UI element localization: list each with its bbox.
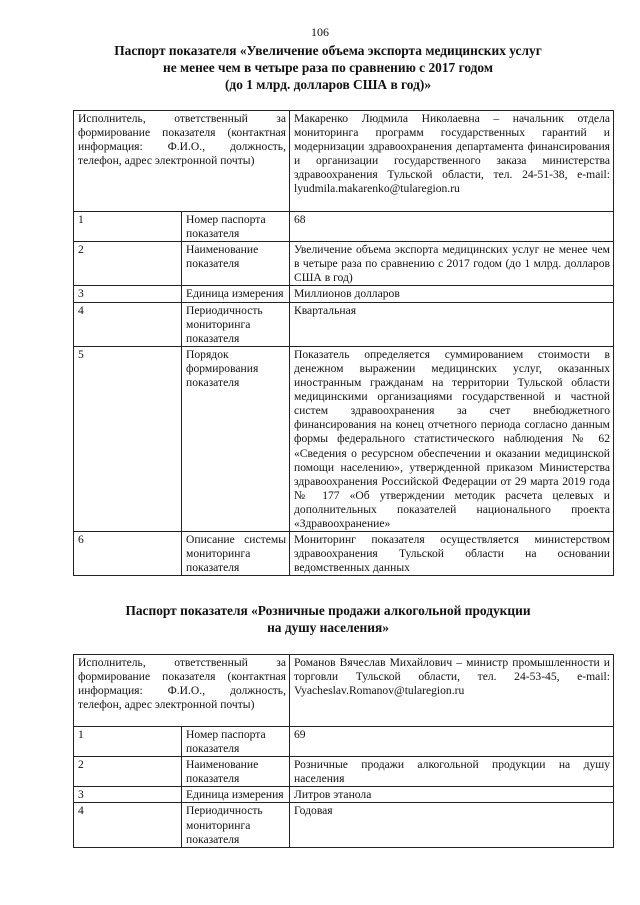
page-number: 106: [311, 25, 329, 39]
passport-title: [68, 42, 588, 93]
table-row: [74, 727, 614, 757]
table-row: [74, 532, 614, 576]
row-label: Номер паспорта показателя: [182, 212, 290, 242]
row-value: Литров этанола: [290, 787, 614, 803]
row-label: Номер паспорта показателя: [182, 727, 290, 757]
row-number: 2: [74, 242, 182, 286]
passport-table: [73, 654, 614, 848]
row-value: Показатель определяется суммированием стоимости в денежном выражении медицинских услуг, оказанных иностранным гражданам на территории Тульской области медицинскими организациями государственной и частной систем здравоохранения за счет внебюджетного финансирования на конец отчетного периода согласно данным формы федерального статистического наблюдения № 62 «Сведения о ресурсном обеспечении и оказании медицинской помощи населению», утвержденной приказом Министерства здравоохранения Российской Федерации от 29 марта 2019 года № 177 «Об утверждении методик расчета целевых и дополнительных показателей национального проекта «Здравоохранение»: [290, 346, 614, 531]
title-line: Паспорт показателя «Увеличение объема экспорта медицинских услуг: [114, 43, 542, 58]
row-label: Наименование показателя: [182, 242, 290, 286]
passport-table: [73, 110, 614, 576]
row-label: Описание системы мониторинга показателя: [182, 532, 290, 576]
row-value: Квартальная: [290, 302, 614, 346]
table-row: [74, 302, 614, 346]
row-number: 4: [74, 302, 182, 346]
row-label: Периодичность мониторинга показателя: [182, 302, 290, 346]
executor-value: Романов Вячеслав Михайлович – министр промышленности и торговли Тульской области, тел. 24-53-45, e-mail: Vyacheslav.Romanov@tularegion.ru: [290, 655, 614, 727]
row-value: Мониторинг показателя осуществляется министерством здравоохранения Тульской области на основании ведомственных данных: [290, 532, 614, 576]
executor-label: Исполнитель, ответственный за формирование показателя (контактная информация: Ф.И.О., должность, телефон, адрес электронной почты): [74, 655, 290, 727]
row-label: Порядок формирования показателя: [182, 346, 290, 531]
row-number: 3: [74, 787, 182, 803]
table-row: [74, 803, 614, 847]
row-value: 68: [290, 212, 614, 242]
row-label: Периодичность мониторинга показателя: [182, 803, 290, 847]
table-row: [74, 212, 614, 242]
row-value: Годовая: [290, 803, 614, 847]
passport-title: [68, 602, 588, 636]
title-line: на душу населения»: [267, 620, 389, 635]
executor-label: Исполнитель, ответственный за формирование показателя (контактная информация: Ф.И.О., должность, телефон, адрес электронной почты): [74, 111, 290, 212]
row-number: 5: [74, 346, 182, 531]
row-number: 3: [74, 286, 182, 302]
row-label: Единица измерения: [182, 787, 290, 803]
row-number: 4: [74, 803, 182, 847]
title-line: не менее чем в четыре раза по сравнению с 2017 годом: [163, 60, 493, 75]
table-row: [74, 286, 614, 302]
table-row: [74, 787, 614, 803]
row-value: Увеличение объема экспорта медицинских услуг не менее чем в четыре раза по сравнению с 2017 годом (до 1 млрд. долларов США в год): [290, 242, 614, 286]
table-row: [74, 757, 614, 787]
row-value: Розничные продажи алкогольной продукции на душу населения: [290, 757, 614, 787]
row-label: Единица измерения: [182, 286, 290, 302]
title-line: Паспорт показателя «Розничные продажи алкогольной продукции: [125, 603, 531, 618]
row-number: 1: [74, 212, 182, 242]
executor-value: Макаренко Людмила Николаевна – начальник отдела мониторинга программ государственных гарантий и модернизации здравоохранения департамента финансирования и организации государственного заказа министерства здравоохранения Тульской области, тел. 24-51-38, e-mail: lyudmila.makarenko@tularegion.ru: [290, 111, 614, 212]
row-value: Миллионов долларов: [290, 286, 614, 302]
row-label: Наименование показателя: [182, 757, 290, 787]
row-number: 6: [74, 532, 182, 576]
executor-row: [74, 111, 614, 212]
row-number: 1: [74, 727, 182, 757]
title-line: (до 1 млрд. долларов США в год)»: [224, 77, 432, 92]
executor-row: [74, 655, 614, 727]
table-row: [74, 346, 614, 531]
row-number: 2: [74, 757, 182, 787]
row-value: 69: [290, 727, 614, 757]
table-row: [74, 242, 614, 286]
